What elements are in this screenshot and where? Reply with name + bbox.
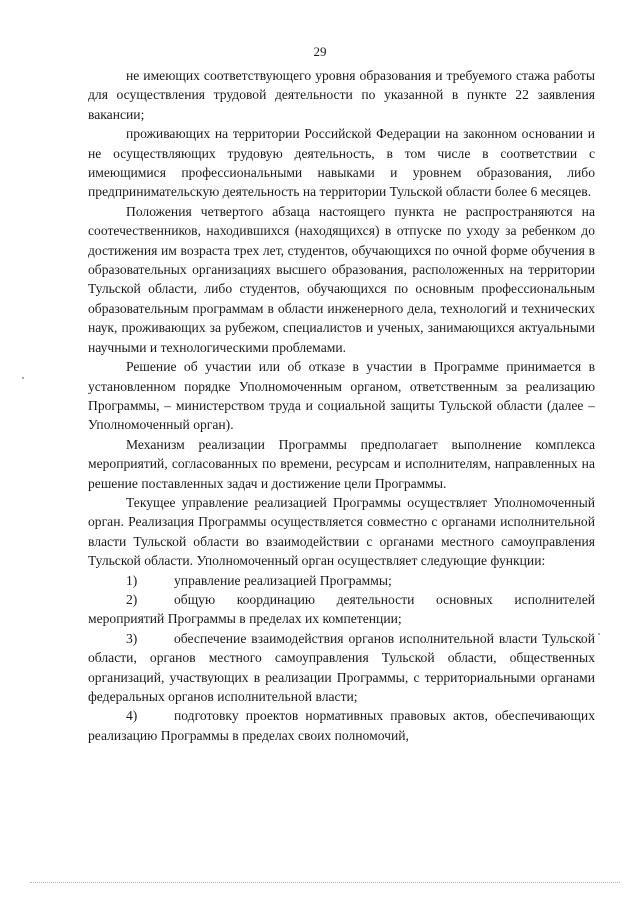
paragraph-exceptions: Положения четвертого абзаца настоящего пункта не распространяются на соотечественников, находившихся (находящихся) в отпуске по уходу за ребенком до достижения им возраста трех лет, студентов, обучающихся по очной форме обучения в образовательных организациях высшего образования, расположенных на территории Тульской области, либо студентов, обучающихся по основным профессиональным образовательным программам в области инженерного дела, технологий и технических наук, проживающих за рубежом, специалистов и ученых, занимающихся актуальными научными и технологическими проблемами. [88,203,595,355]
function-item [88,571,595,590]
paragraph-participation-decision: Решение об участии или об отказе в участии в Программе принимается в установленном порядке Уполномоченным органом, ответственным за реализацию Программы, – министерством труда и социальной защиты Тульской области (далее – Уполномоченный орган). [88,359,595,433]
scan-speck [22,377,24,379]
paragraph-continuation: не имеющих соответствующего уровня образования и требуемого стажа работы для осуществления трудовой деятельности по указанной в пункте 22 заявления вакансии; [88,68,595,122]
paragraph-implementation-mechanism: Механизм реализации Программы предполагает выполнение комплекса мероприятий, согласованных по времени, ресурсам и исполнителям, направленных на решение поставленных задач и достижение цели Программы. [88,436,595,491]
document-body [88,66,595,745]
function-item-number: 1) [126,572,138,588]
function-item-text: общую координацию деятельности основных исполнителей мероприятий Программы в пределах их компетенции; [88,591,595,627]
function-item [88,706,595,745]
paragraph-residents-criteria: проживающих на территории Российской Федерации на законном основании и не осуществляющих трудовую деятельность, в том числе в соответствии с имеющимися профессиональными навыками и уровнем образования, либо предпринимательскую деятельность на территории Тульской области более 6 месяцев. [88,126,595,200]
function-item-text: подготовку проектов нормативных правовых актов, обеспечивающих реализацию Программы в пределах своих полномочий, [88,708,595,743]
function-item [88,629,595,707]
scan-edge-marks [30,882,620,885]
function-item [88,590,595,629]
paragraph-current-management: Текущее управление реализацией Программы осуществляет Уполномоченный орган. Реализация Программы осуществляется совместно с органами исполнительной власти Тульской области во взаимодействии с органами местного самоуправления Тульской области. Уполномоченный орган осуществляет следующие функции: [88,494,595,569]
function-item-text: обеспечение взаимодействия органов исполнительной власти Тульской области, органов местного самоуправления Тульской области, общественных организаций, участвующих в реализации Программы, с территориальными органами федеральных органов исполнительной власти; [88,630,595,704]
page-number: 29 [313,44,327,59]
function-item-number: 2) [126,591,138,607]
function-item-number: 3) [126,630,138,646]
scan-speck [598,633,600,635]
function-item-text: управление реализацией Программы; [174,572,392,588]
function-item-number: 4) [126,708,138,724]
